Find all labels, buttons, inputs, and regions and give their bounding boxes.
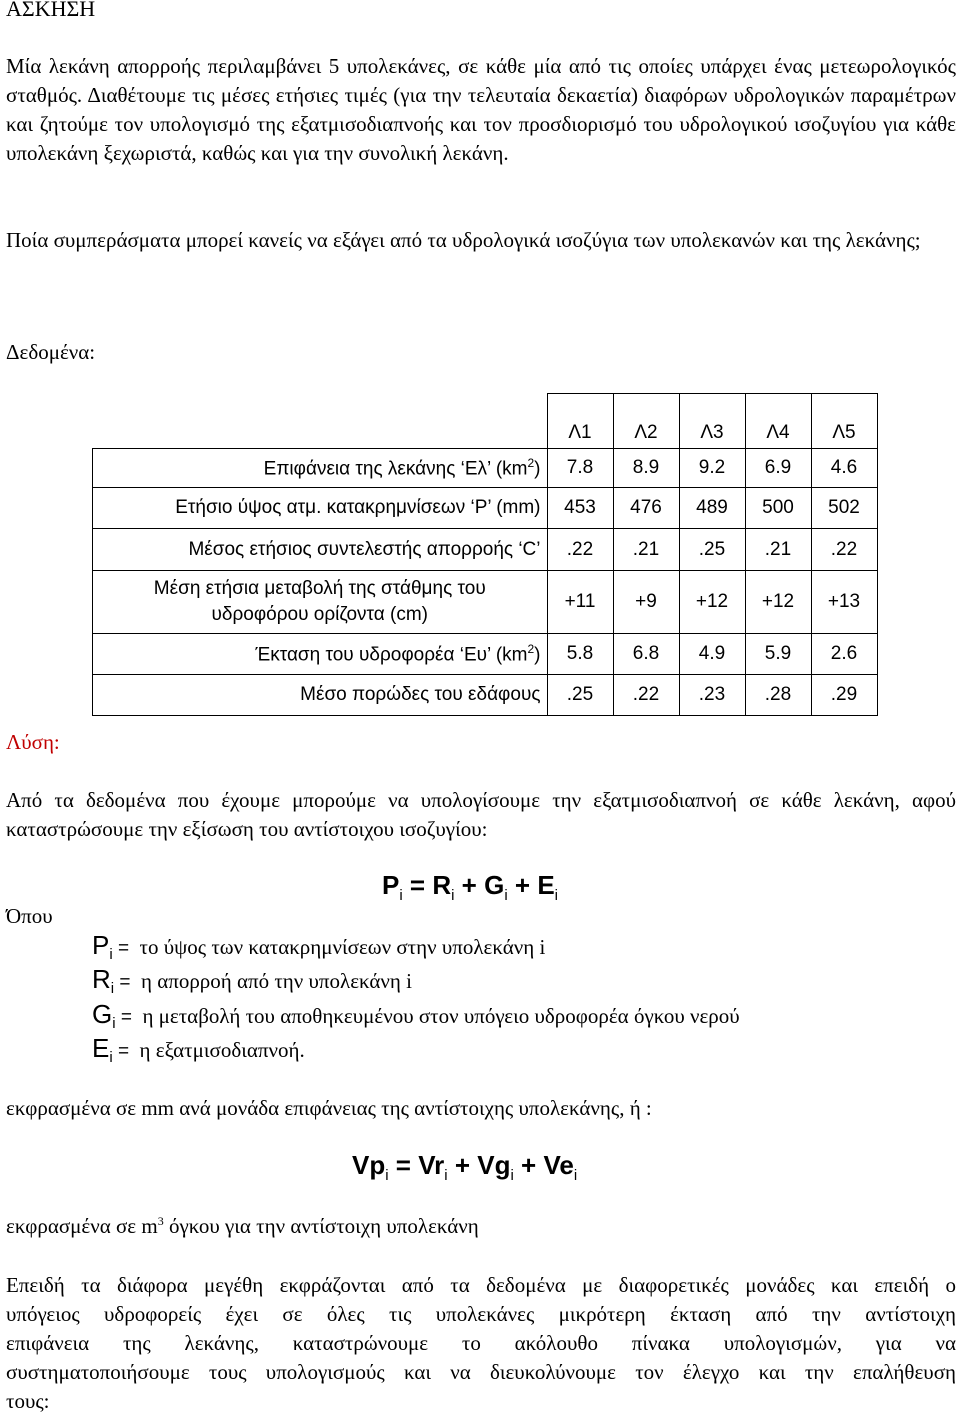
definition-row: $G_i = \eta$ μεταβολή του αποθηκευμένου στον υπόγειο υδροφορέα όγκου νερού [92,999,740,1033]
table-cell: .25 [679,529,745,571]
closing-line: επιφάνεια της λεκάνης, καταστρώνουμε το ακόλουθο πίνακα υπολογισμών, για να [6,1331,956,1355]
table-cell: .28 [745,675,811,716]
expressed-m3-text: εκφρασμένα σε $m^3$ όγκου για την αντίστοιχη υπολεκάνη [6,1214,479,1238]
column-header: Λ2 [613,394,679,449]
table-cell: 4.9 [679,634,745,675]
table-cell: 476 [613,488,679,529]
intro-text: Μία λεκάνη απορροής περιλαμβάνει 5 υπολεκάνες, σε κάθε μία από τις οποίες υπάρχει ένας μετεωρολογικός σταθμός. Διαθέτουμε τις μέσες ετήσιες τιμές (για την τελευταία δεκαετία) διαφόρων υδρολογικών παραμέτρων και ζητούμε τον υπολογισμό της εξατμισοδιαπνοής και τον προσδιορισμό του υδρολογικού ισοζυγίου για κάθε υπολεκάνη ξεχωριστά, καθώς και για την συνολική λεκάνη. [6,54,956,165]
table-cell: 489 [679,488,745,529]
table-row [93,529,878,571]
table-row [93,675,878,716]
table-cell: 500 [745,488,811,529]
closing-line: Επειδή τα διάφορα μεγέθη εκφράζονται από τα δεδομένα με διαφορετικές μονάδες και επειδή ο [6,1273,956,1297]
table-row [93,571,878,634]
table-cell: +13 [811,571,877,634]
table-cell: 5.9 [745,634,811,675]
column-header: Λ5 [811,394,877,449]
closing-line: υπόγειος υδροφορείς έχει σε όλες τις υπολεκάνες μικρότερη έκταση από την αντίστοιχη [6,1302,956,1326]
solution-paragraph [6,786,956,844]
definition-row: $E_i = \eta$ εξατμισοδιαπνοή. [92,1033,305,1067]
volume-equation: $Vp_i = Vr_i + Vg_i + Ve_i$ [352,1150,578,1185]
row-label: Μέση ετήσια μεταβολή της στάθμης του υδροφόρου ορίζοντα (cm) [93,571,548,634]
column-header: Λ4 [745,394,811,449]
table-row [93,634,878,675]
table-cell: +11 [547,571,613,634]
closing-line: συστηματοποιήσουμε τους υπολογισμούς και να διευκολύνουμε τον έλεγχο και την επαλήθευση [6,1360,956,1384]
table-row [93,488,878,529]
table-cell: .29 [811,675,877,716]
table-cell: 6.8 [613,634,679,675]
table-corner [93,394,548,449]
table-cell: 8.9 [613,449,679,488]
solution-label: Λύση: [6,730,60,754]
column-header: Λ3 [679,394,745,449]
solution-text: Από τα δεδομένα που έχουμε μπορούμε να υπολογίσουμε την εξατμισοδιαπνοή σε κάθε λεκάνη, αφού καταστρώσουμε την εξίσωση του αντίστοιχου ισοζυγίου: [6,788,956,841]
table-cell: +12 [745,571,811,634]
table-cell: +12 [679,571,745,634]
table-row [93,449,878,488]
question-paragraph [6,226,956,255]
table-cell: 5.8 [547,634,613,675]
table-cell: .21 [613,529,679,571]
table-cell: .22 [811,529,877,571]
table-cell: .21 [745,529,811,571]
row-label: Επιφάνεια της λεκάνης ‘Ελ’ $(km^2)$ [93,449,548,488]
closing-line: τους: [6,1389,50,1413]
definition-row: $P_i = \tau o$ ύψος των κατακρημνίσεων στην υπολεκάνη i [92,930,546,964]
question-text: Ποία συμπεράσματα μπορεί κανείς να εξάγει από τα υδρολογικά ισοζύγια των υπολεκανών και της λεκάνης; [6,228,921,252]
table-cell: .25 [547,675,613,716]
exercise-heading: ΑΣΚΗΣΗ [6,0,96,21]
row-label: Ετήσιο ύψος ατμ. κατακρημνίσεων ‘P’ (mm) [93,488,548,529]
table-cell: 2.6 [811,634,877,675]
table-cell: 502 [811,488,877,529]
expressed-mm-text: εκφρασμένα σε mm ανά μονάδα επιφάνειας της αντίστοιχης υπολεκάνης, ή : [6,1096,652,1120]
row-label: Μέσος ετήσιος συντελεστής απορροής ‘C’ [93,529,548,571]
data-table [92,393,878,716]
column-header: Λ1 [547,394,613,449]
given-label: Δεδομένα: [6,340,96,364]
table-cell: .22 [547,529,613,571]
table-cell: 9.2 [679,449,745,488]
table-cell: 7.8 [547,449,613,488]
table-cell: 453 [547,488,613,529]
table-cell: 4.6 [811,449,877,488]
closing-paragraph [6,1271,956,1416]
definition-row: $R_i = \eta$ απορροή από την υπολεκάνη i [92,964,412,998]
table-cell: 6.9 [745,449,811,488]
table-cell: +9 [613,571,679,634]
where-label: Όπου [6,904,53,928]
intro-paragraph [6,52,956,168]
table-cell: .22 [613,675,679,716]
balance-equation: $P_i = R_i + G_i + E_i$ [382,870,558,905]
row-label: Μέσο πορώδες του εδάφους [93,675,548,716]
table-header-row [93,394,878,449]
row-label: Έκταση του υδροφορέα ‘Eυ’ $(km^2)$ [93,634,548,675]
table-cell: .23 [679,675,745,716]
